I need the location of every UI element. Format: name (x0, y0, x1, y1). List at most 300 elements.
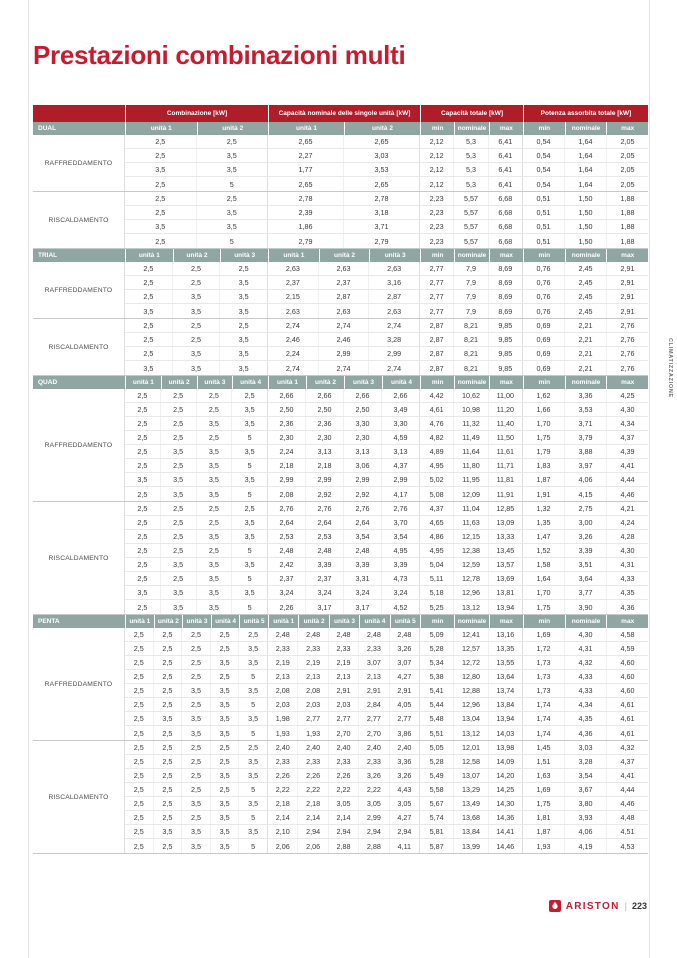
value-cell: 5,25 (420, 600, 454, 614)
value-cell: 2,76 (620, 321, 635, 330)
value-cell: 4,60 (620, 658, 635, 667)
unit-header: unità 1 (268, 122, 344, 135)
value-cell: 3,5 (238, 292, 249, 301)
value-group-comb (125, 290, 268, 303)
value-group-tot (420, 642, 523, 655)
value-cell: 2,76 (620, 363, 635, 373)
value-cell: 2,64 (344, 516, 382, 529)
value-cell: 5 (251, 813, 256, 822)
value-cell: 5,04 (420, 558, 454, 571)
value-cell: 3,13 (306, 445, 344, 458)
value-cell: 4,19 (565, 839, 607, 853)
value-cell: 2,22 (298, 783, 328, 796)
value-cell: 3,03 (374, 151, 389, 160)
value-cell: 2,03 (268, 698, 298, 711)
value-cell: 2,79 (374, 236, 389, 246)
value-cell: 9,85 (498, 335, 513, 344)
value-cell: 2,5 (182, 783, 211, 796)
value-group-comb (125, 431, 268, 444)
value-cell: 2,5 (125, 487, 161, 501)
value-cell: 2,99 (344, 473, 382, 486)
value-cell: 2,5 (154, 755, 183, 768)
value-cell: 2,08 (298, 684, 328, 697)
value-group-comb (125, 684, 268, 697)
value-cell: 2,45 (565, 290, 607, 303)
value-group-comb (125, 135, 268, 148)
value-cell: 0,54 (523, 163, 565, 176)
value-cell: 5,58 (420, 783, 454, 796)
value-cell: 2,63 (387, 306, 402, 316)
value-cell: 4,61 (620, 714, 635, 723)
value-group-comb (125, 459, 268, 472)
value-cell: 5 (247, 602, 252, 612)
mode-block-quad (33, 389, 648, 502)
value-cell: 2,5 (238, 264, 249, 273)
value-cell: 3,07 (397, 658, 412, 667)
value-group-tot (420, 797, 523, 810)
value-cell: 3,51 (565, 558, 607, 571)
table-row (125, 726, 648, 740)
unit-header: unità 1 (125, 249, 173, 262)
value-cell: 2,91 (620, 278, 635, 287)
stat-header: min (523, 376, 565, 389)
value-group-tot (420, 361, 523, 375)
value-cell: 0,76 (523, 262, 565, 275)
value-group-pow (523, 755, 648, 768)
value-cell: 6,41 (498, 165, 513, 174)
table-row (125, 361, 648, 375)
value-cell: 3,90 (565, 600, 607, 614)
value-group-comb (125, 712, 268, 725)
value-cell: 3,5 (244, 419, 255, 428)
value-cell: 2,23 (420, 206, 454, 219)
value-cell: 2,5 (161, 544, 197, 557)
stat-header-group (523, 615, 648, 628)
value-cell: 1,86 (268, 220, 344, 233)
mode-block-dual (33, 135, 648, 192)
unit-header: unità 1 (268, 249, 319, 262)
value-group-cap (268, 459, 420, 472)
value-cell: 12,78 (454, 572, 488, 585)
value-cell: 3,5 (161, 586, 197, 599)
value-cell: 2,05 (620, 151, 635, 160)
value-cell: 2,5 (161, 459, 197, 472)
section-name: QUAD (38, 379, 58, 386)
value-cell: 2,5 (125, 234, 197, 248)
value-group-cap (268, 149, 420, 162)
value-group-cap (268, 741, 420, 754)
value-cell: 5,3 (454, 149, 488, 162)
value-cell: 2,5 (161, 389, 197, 402)
value-cell: 5 (229, 236, 234, 246)
stat-header: min (523, 615, 565, 628)
value-cell: 5,08 (420, 487, 454, 501)
value-cell: 5 (247, 546, 252, 555)
value-cell: 2,40 (298, 741, 328, 754)
value-cell: 3,5 (197, 572, 233, 585)
mode-block-quad (33, 502, 648, 615)
value-cell: 2,5 (211, 642, 240, 655)
value-cell: 8,21 (454, 333, 488, 346)
table-row (125, 135, 648, 149)
value-group-cap (268, 811, 420, 824)
value-cell: 11,64 (454, 445, 488, 458)
mode-label: RAFFREDDAMENTO (33, 628, 125, 740)
value-cell: 5 (247, 461, 252, 470)
value-cell: 2,40 (268, 741, 298, 754)
value-cell: 3,5 (211, 769, 240, 782)
value-cell: 2,5 (125, 445, 161, 458)
value-cell: 0,54 (523, 177, 565, 191)
value-cell: 2,99 (319, 347, 370, 360)
value-cell: 2,12 (420, 177, 454, 191)
table-row (125, 389, 648, 403)
table-row (125, 698, 648, 712)
value-cell: 2,5 (161, 502, 197, 515)
table-row (125, 600, 648, 614)
value-cell: 13,12 (454, 726, 488, 740)
value-cell: 2,77 (329, 712, 359, 725)
value-cell: 2,76 (620, 349, 635, 358)
unit-header-group (125, 376, 268, 389)
value-cell: 2,99 (387, 349, 402, 358)
value-cell: 2,5 (154, 783, 183, 796)
value-cell: 2,22 (359, 783, 389, 796)
value-cell: 7,9 (454, 276, 488, 289)
value-cell: 2,48 (329, 628, 359, 641)
table-row (125, 431, 648, 445)
value-group-tot (420, 276, 523, 289)
value-cell: 2,14 (268, 811, 298, 824)
value-group-pow (523, 825, 648, 838)
unit-header: unità 1 (125, 376, 161, 389)
value-cell: 4,59 (620, 644, 635, 653)
value-cell: 2,63 (268, 304, 319, 318)
value-group-tot (420, 445, 523, 458)
mode-rows (125, 389, 648, 501)
value-group-tot (420, 473, 523, 486)
value-cell: 13,84 (496, 700, 515, 709)
mode-rows (125, 192, 648, 248)
unit-header: unità 2 (173, 249, 221, 262)
value-cell: 3,30 (393, 419, 408, 428)
value-cell: 2,92 (306, 487, 344, 501)
mode-label: RISCALDAMENTO (33, 319, 125, 375)
value-cell: 2,5 (154, 670, 183, 683)
value-cell: 2,76 (393, 504, 408, 513)
value-cell: 2,78 (374, 194, 389, 203)
value-group-tot (420, 403, 523, 416)
value-cell: 3,80 (565, 797, 607, 810)
value-cell: 3,39 (565, 544, 607, 557)
value-group-pow (523, 530, 648, 543)
stat-header: min (420, 249, 454, 262)
value-cell: 1,88 (620, 222, 635, 231)
value-cell: 2,5 (125, 797, 154, 810)
value-cell: 3,5 (244, 447, 255, 456)
value-cell: 3,5 (125, 163, 197, 176)
value-cell: 4,30 (620, 405, 635, 414)
value-cell: 4,95 (420, 544, 454, 557)
value-group-tot (420, 811, 523, 824)
value-cell: 2,5 (125, 516, 161, 529)
value-group-tot (420, 502, 523, 515)
value-group-comb (125, 544, 268, 557)
value-group-comb (125, 670, 268, 683)
mode-block-trial (33, 262, 648, 319)
value-cell: 2,26 (298, 769, 328, 782)
value-cell: 1,64 (565, 163, 607, 176)
value-cell: 4,52 (393, 602, 408, 612)
value-cell: 2,76 (344, 502, 382, 515)
value-cell: 1,74 (523, 726, 565, 740)
value-cell: 1,35 (523, 516, 565, 529)
value-cell: 2,5 (125, 726, 154, 740)
value-cell: 2,45 (565, 304, 607, 318)
value-cell: 3,53 (374, 165, 389, 174)
value-cell: 2,77 (420, 262, 454, 275)
value-cell: 3,5 (182, 797, 211, 810)
value-group-comb (125, 755, 268, 768)
value-cell: 13,69 (496, 574, 515, 583)
value-cell: 3,39 (344, 558, 382, 571)
value-group-comb (125, 656, 268, 669)
value-cell: 2,91 (397, 686, 412, 695)
value-group-cap (268, 670, 420, 683)
section-header-quad (33, 376, 648, 389)
table-row (125, 192, 648, 206)
value-cell: 12,96 (454, 698, 488, 711)
value-cell: 13,07 (454, 769, 488, 782)
stat-header: nominale (565, 376, 607, 389)
table-row (125, 656, 648, 670)
value-group-pow (523, 459, 648, 472)
value-cell: 2,63 (319, 304, 370, 318)
value-cell: 2,5 (125, 502, 161, 515)
value-cell: 2,21 (565, 361, 607, 375)
value-cell: 5,51 (420, 726, 454, 740)
value-cell: 2,13 (268, 670, 298, 683)
value-cell: 4,21 (620, 504, 635, 513)
value-cell: 6,41 (498, 151, 513, 160)
value-cell: 2,63 (319, 262, 370, 275)
value-cell: 2,5 (125, 530, 161, 543)
value-cell: 4,30 (565, 628, 607, 641)
value-cell: 13,12 (454, 600, 488, 614)
value-group-comb (125, 473, 268, 486)
value-cell: 2,21 (565, 347, 607, 360)
value-cell: 2,66 (393, 391, 408, 400)
table-row (125, 642, 648, 656)
value-cell: 2,5 (173, 333, 221, 346)
value-cell: 3,5 (125, 361, 173, 375)
table-row (125, 502, 648, 516)
value-group-cap (268, 544, 420, 557)
value-cell: 5,28 (420, 755, 454, 768)
value-group-comb (125, 586, 268, 599)
value-cell: 3,5 (154, 825, 183, 838)
value-cell: 13,04 (454, 712, 488, 725)
value-cell: 12,59 (454, 558, 488, 571)
value-cell: 9,85 (498, 349, 513, 358)
value-cell: 8,21 (454, 361, 488, 375)
value-cell: 13,64 (496, 672, 515, 681)
value-cell: 2,19 (268, 656, 298, 669)
value-cell: 4,42 (420, 389, 454, 402)
value-cell: 2,36 (268, 417, 306, 430)
value-group-comb (125, 572, 268, 585)
value-cell: 3,5 (211, 811, 240, 824)
value-cell: 4,27 (397, 672, 412, 681)
value-cell: 0,76 (523, 276, 565, 289)
value-cell: 3,5 (211, 825, 240, 838)
value-cell: 2,99 (268, 473, 306, 486)
value-cell: 2,5 (154, 811, 183, 824)
value-cell: 11,63 (454, 516, 488, 529)
unit-header: unità 1 (125, 122, 197, 135)
value-cell: 2,27 (268, 149, 344, 162)
value-cell: 3,5 (244, 532, 255, 541)
value-cell: 2,13 (298, 670, 328, 683)
value-group-pow (523, 304, 648, 318)
table-row (125, 572, 648, 586)
value-cell: 4,95 (393, 546, 408, 555)
value-cell: 1,93 (268, 726, 298, 740)
value-group-cap (268, 347, 420, 360)
stat-header: max (489, 249, 523, 262)
value-cell: 2,5 (161, 530, 197, 543)
value-cell: 3,18 (374, 208, 389, 217)
value-cell: 2,94 (397, 827, 412, 836)
value-cell: 8,69 (498, 264, 513, 273)
value-group-tot (420, 684, 523, 697)
value-group-tot (420, 656, 523, 669)
mode-rows (125, 319, 648, 375)
value-cell: 4,37 (420, 502, 454, 515)
value-cell: 2,45 (565, 262, 607, 275)
unit-header: unità 4 (211, 615, 240, 628)
value-cell: 3,5 (238, 349, 249, 358)
value-cell: 4,31 (565, 642, 607, 655)
value-group-comb (125, 276, 268, 289)
value-cell: 2,5 (125, 206, 197, 219)
value-group-pow (523, 403, 648, 416)
value-cell: 5,09 (420, 628, 454, 641)
value-group-comb (125, 361, 268, 375)
table-row (125, 628, 648, 642)
value-cell: 2,5 (161, 431, 197, 444)
value-cell: 10,98 (454, 403, 488, 416)
value-group-comb (125, 783, 268, 796)
value-group-pow (523, 839, 648, 853)
value-cell: 2,76 (306, 502, 344, 515)
value-cell: 1,58 (523, 558, 565, 571)
value-cell: 4,60 (620, 672, 635, 681)
value-cell: 4,86 (420, 530, 454, 543)
value-cell: 2,33 (329, 642, 359, 655)
value-cell: 2,53 (268, 530, 306, 543)
stat-header: nominale (565, 615, 607, 628)
section-header-dual (33, 122, 648, 135)
value-group-tot (420, 712, 523, 725)
value-cell: 2,74 (268, 361, 319, 375)
value-cell: 8,21 (454, 347, 488, 360)
value-group-tot (420, 516, 523, 529)
value-group-pow (523, 177, 648, 191)
value-cell: 2,5 (197, 544, 233, 557)
value-cell: 1,91 (523, 487, 565, 501)
value-cell: 3,5 (211, 712, 240, 725)
value-group-comb (125, 487, 268, 501)
value-cell: 8,69 (498, 306, 513, 316)
value-cell: 2,15 (268, 290, 319, 303)
value-cell: 3,5 (154, 712, 183, 725)
value-cell: 6,41 (498, 179, 513, 189)
value-group-comb (125, 304, 268, 318)
value-cell: 3,5 (182, 712, 211, 725)
value-cell: 2,21 (565, 319, 607, 332)
value-cell: 2,5 (125, 347, 173, 360)
value-cell: 4,17 (393, 489, 408, 499)
value-cell: 3,93 (565, 811, 607, 824)
value-cell: 2,5 (125, 741, 154, 754)
value-cell: 2,76 (268, 502, 306, 515)
value-cell: 4,34 (620, 419, 635, 428)
value-cell: 11,91 (496, 489, 515, 499)
value-cell: 2,64 (268, 516, 306, 529)
value-cell: 1,45 (523, 741, 565, 754)
value-cell: 1,51 (523, 755, 565, 768)
column-group-label-tot: Capacità totale [kW] (420, 105, 523, 122)
value-group-tot (420, 741, 523, 754)
unit-header: unità 2 (306, 376, 344, 389)
value-cell: 3,5 (211, 797, 240, 810)
value-cell: 2,5 (211, 755, 240, 768)
value-cell: 5,3 (454, 177, 488, 191)
unit-header-group (125, 615, 268, 628)
unit-header: unità 4 (382, 376, 420, 389)
value-group-pow (523, 389, 648, 402)
value-group-comb (125, 163, 268, 176)
table-row (125, 234, 648, 248)
value-cell: 2,19 (298, 656, 328, 669)
value-group-tot (420, 262, 523, 275)
value-cell: 2,74 (387, 363, 402, 373)
value-cell: 2,63 (387, 264, 402, 273)
value-cell: 3,5 (244, 405, 255, 414)
value-cell: 1,79 (523, 445, 565, 458)
value-cell: 3,77 (565, 586, 607, 599)
value-group-comb (125, 445, 268, 458)
value-cell: 2,40 (397, 743, 412, 752)
value-cell: 2,87 (420, 347, 454, 360)
value-group-pow (523, 206, 648, 219)
value-cell: 6,68 (498, 236, 513, 246)
section-name: PENTA (38, 618, 60, 625)
stat-header: nominale (454, 376, 488, 389)
value-cell: 2,5 (154, 628, 183, 641)
value-cell: 2,33 (268, 755, 298, 768)
value-cell: 3,86 (397, 728, 412, 738)
value-cell: 4,82 (420, 431, 454, 444)
value-cell: 2,5 (125, 431, 161, 444)
value-cell: 3,5 (248, 644, 259, 653)
value-cell: 2,5 (173, 276, 221, 289)
value-cell: 11,95 (454, 473, 488, 486)
value-group-pow (523, 628, 648, 641)
unit-header-group (268, 615, 420, 628)
mode-label: RISCALDAMENTO (33, 192, 125, 248)
